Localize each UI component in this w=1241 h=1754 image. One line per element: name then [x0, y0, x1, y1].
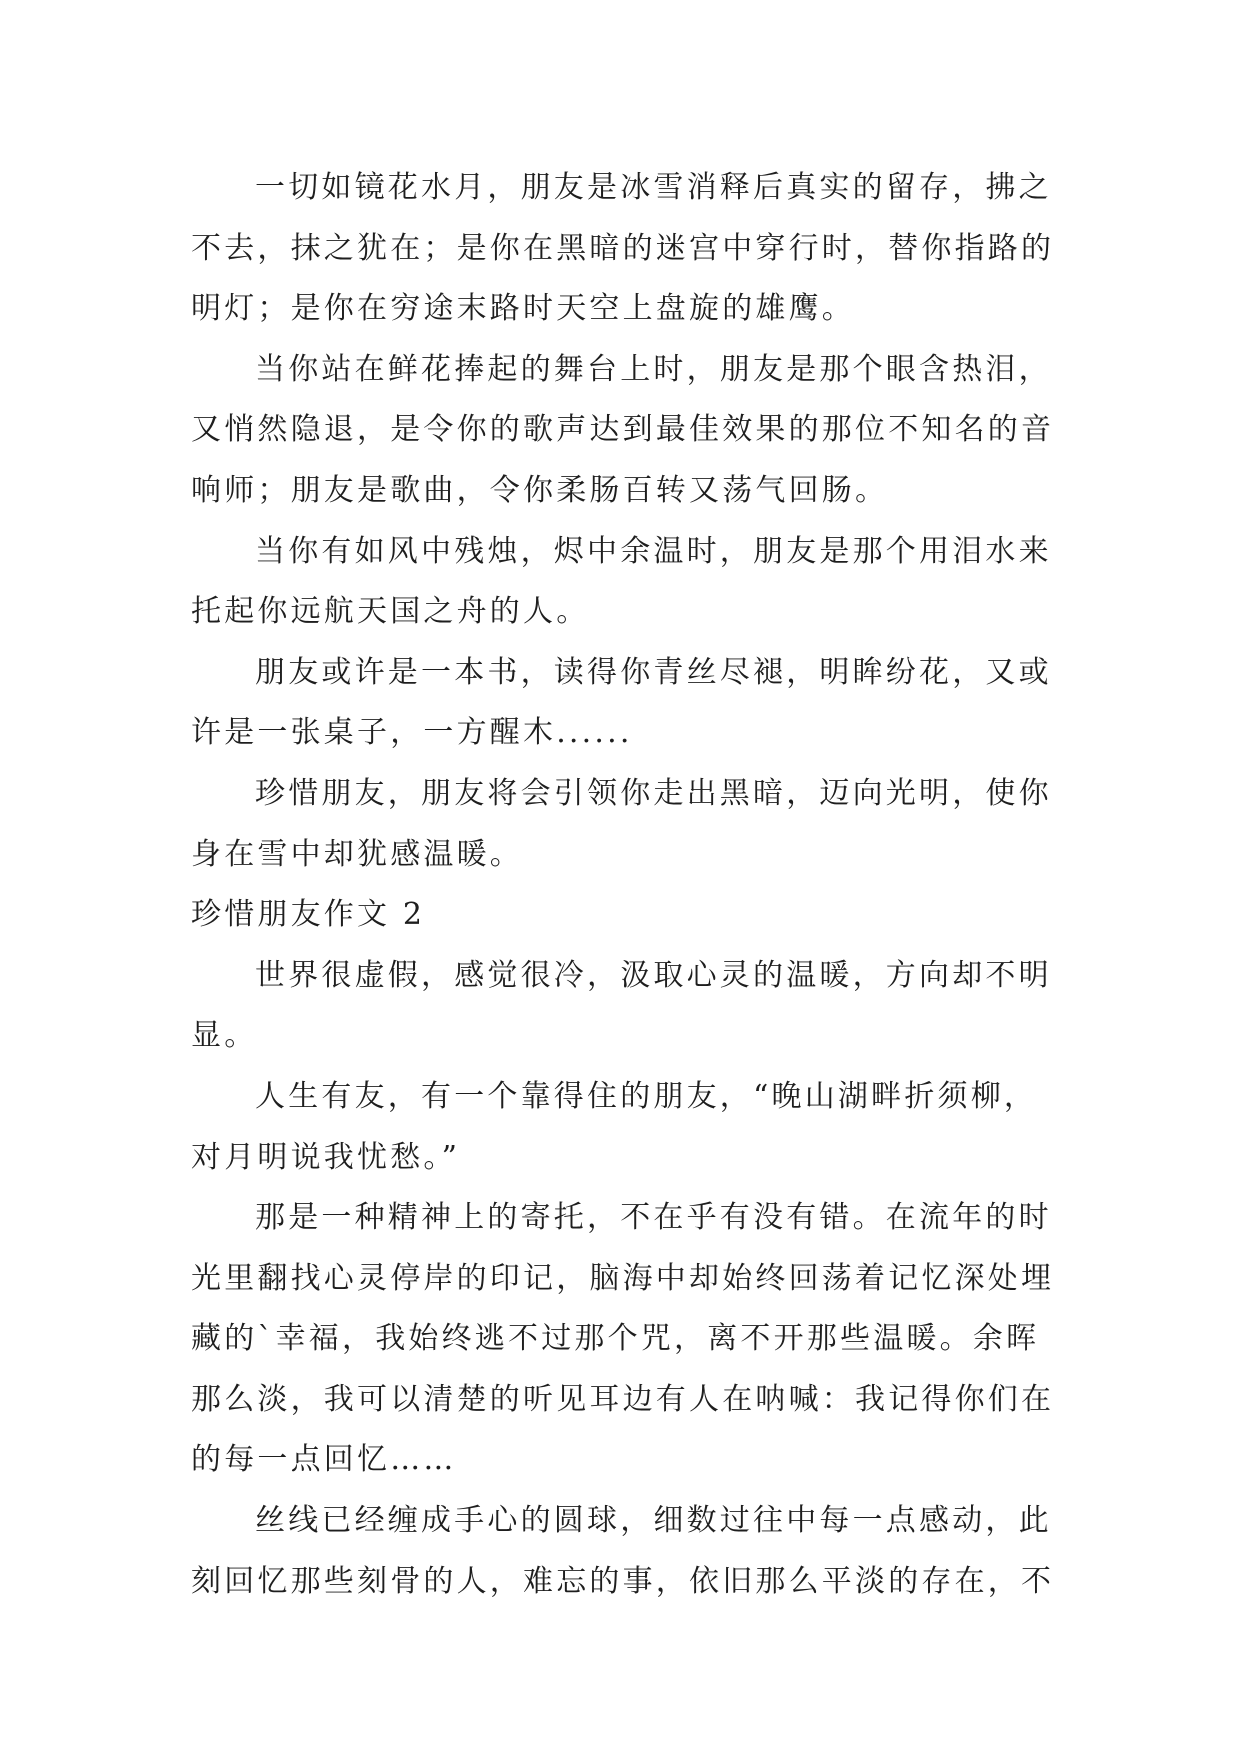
text-line: 又悄然隐退，是令你的歌声达到最佳效果的那位不知名的音 — [191, 412, 1055, 448]
text-line: 托起你远航天国之舟的人。 — [191, 594, 590, 630]
text-line: 那么淡，我可以清楚的听见耳边有人在呐喊：我记得你们在 — [191, 1381, 1055, 1417]
document-body — [191, 158, 1061, 1612]
text-line: 世界很虚假，感觉很冷，汲取心灵的温暖，方向却不明 — [255, 957, 1052, 993]
text-line: 珍惜朋友，朋友将会引领你走出黑暗，迈向光明，使你 — [255, 775, 1052, 811]
text-line: 光里翻找心灵停岸的印记，脑海中却始终回荡着记忆深处埋 — [191, 1260, 1055, 1296]
text-line: 明灯；是你在穷途末路时天空上盘旋的雄鹰。 — [191, 291, 855, 327]
text-line: 朋友或许是一本书，读得你青丝尽褪，明眸纷花，又或 — [255, 654, 1052, 690]
text-line: 当你站在鲜花捧起的舞台上时，朋友是那个眼含热泪， — [255, 351, 1052, 387]
text-line: 身在雪中却犹感温暖。 — [191, 836, 523, 872]
text-line: 人生有友，有一个靠得住的朋友，“晚山湖畔折须柳， — [255, 1078, 1038, 1114]
section-heading: 珍惜朋友作文 2 — [191, 897, 426, 933]
text-line: 显。 — [191, 1018, 258, 1054]
text-line: 许是一张桌子，一方醒木...... — [191, 715, 633, 751]
text-line: 的每一点回忆…… — [191, 1442, 457, 1478]
text-line: 丝线已经缠成手心的圆球，细数过往中每一点感动，此 — [255, 1503, 1052, 1539]
text-line: 对月明说我忧愁。” — [191, 1139, 461, 1175]
text-line: 刻回忆那些刻骨的人，难忘的事，依旧那么平淡的存在，不 — [191, 1563, 1055, 1599]
text-line: 那是一种精神上的寄托，不在乎有没有错。在流年的时 — [255, 1200, 1052, 1236]
text-line: 当你有如风中残烛，烬中余温时，朋友是那个用泪水来 — [255, 533, 1052, 569]
text-line: 响师；朋友是歌曲，令你柔肠百转又荡气回肠。 — [191, 472, 889, 508]
text-line: 藏的`幸福，我始终逃不过那个咒，离不开那些温暖。余晖 — [191, 1321, 1040, 1357]
text-line: 不去，抹之犹在；是你在黑暗的迷宫中穿行时，替你指路的 — [191, 230, 1055, 266]
text-line: 一切如镜花水月，朋友是冰雪消释后真实的留存，拂之 — [255, 170, 1052, 205]
